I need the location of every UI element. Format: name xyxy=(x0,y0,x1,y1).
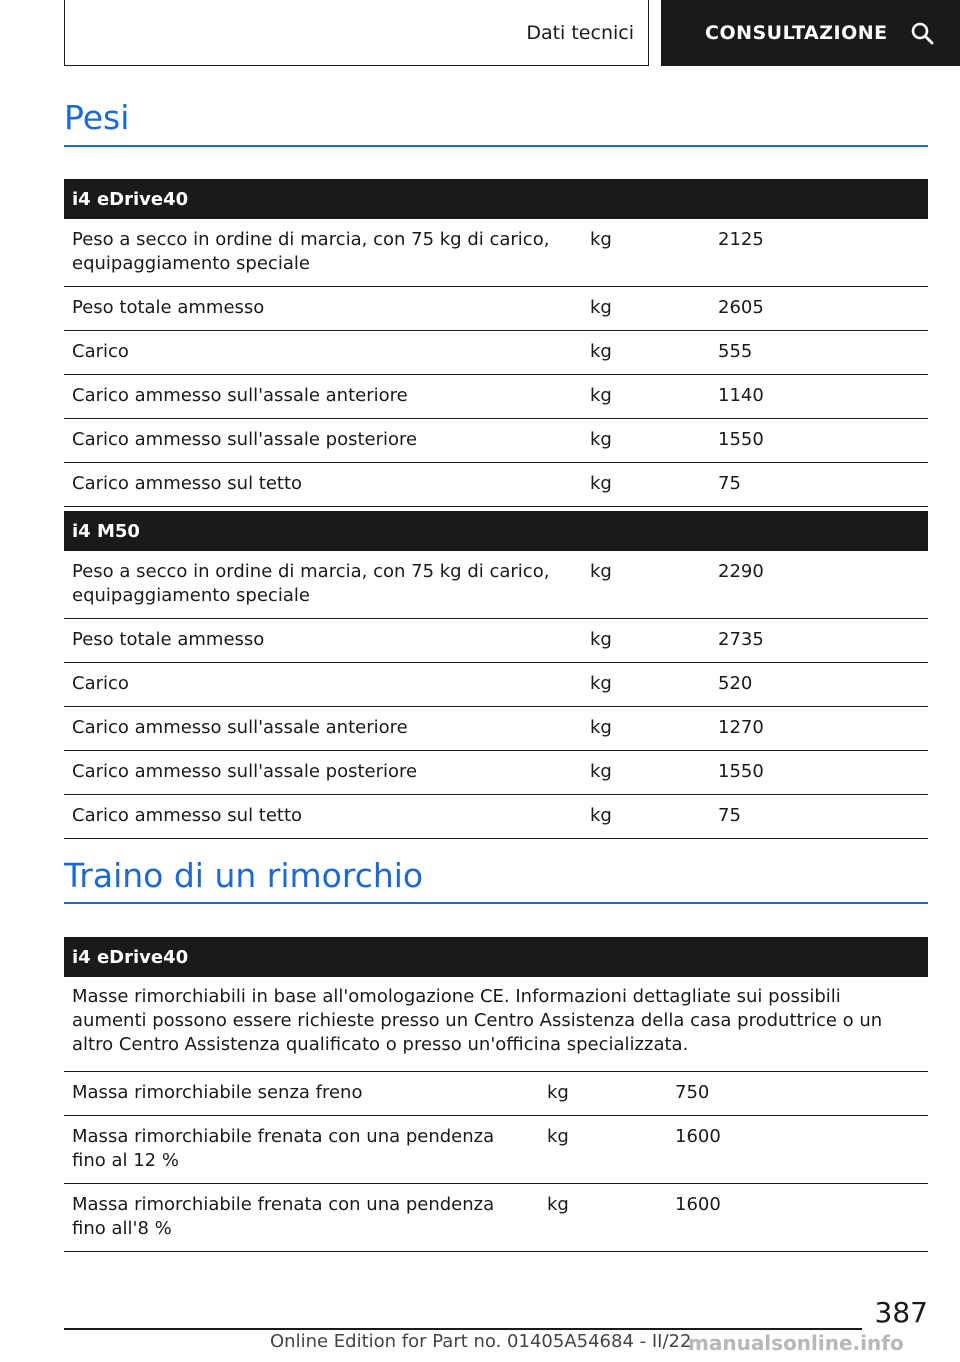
weights-table-edrive40 xyxy=(64,179,928,507)
section-rule-traino xyxy=(64,902,928,904)
table-row xyxy=(64,331,928,375)
search-icon xyxy=(910,21,934,45)
row-value: 2735 xyxy=(710,619,928,663)
watermark: manualsonline.info xyxy=(688,1331,904,1355)
row-label: Peso a secco in ordine di marcia, con 75 kg di carico, equipaggiamento speciale xyxy=(64,219,582,287)
table-row xyxy=(64,1072,928,1116)
section-title-pesi: Pesi xyxy=(64,98,130,137)
row-unit: kg xyxy=(582,707,710,751)
row-unit: kg xyxy=(582,619,710,663)
table-heading: i4 eDrive40 xyxy=(64,937,928,977)
row-label: Massa rimorchiabile frenata con una pendenza fino all'8 % xyxy=(64,1184,539,1252)
row-unit: kg xyxy=(582,551,710,619)
row-label: Peso a secco in ordine di marcia, con 75 kg di carico, equipaggiamento speciale xyxy=(64,551,582,619)
row-value: 750 xyxy=(667,1072,928,1116)
weights-table-m50 xyxy=(64,511,928,839)
row-unit: kg xyxy=(582,287,710,331)
row-unit: kg xyxy=(539,1072,667,1116)
row-label: Massa rimorchiabile senza freno xyxy=(64,1072,539,1116)
row-value: 555 xyxy=(710,331,928,375)
row-label: Massa rimorchiabile frenata con una pendenza fino al 12 % xyxy=(64,1116,539,1184)
row-label: Carico xyxy=(64,663,582,707)
row-label: Peso totale ammesso xyxy=(64,619,582,663)
page-number: 387 xyxy=(874,1296,928,1329)
footer-rule xyxy=(64,1328,862,1330)
row-label: Carico ammesso sull'assale posteriore xyxy=(64,751,582,795)
table-row xyxy=(64,551,928,619)
row-unit: kg xyxy=(582,219,710,287)
row-unit: kg xyxy=(582,463,710,507)
table-row xyxy=(64,219,928,287)
table-row xyxy=(64,619,928,663)
section-title-traino: Traino di un rimorchio xyxy=(64,856,424,895)
table-row xyxy=(64,1184,928,1252)
table-heading: i4 eDrive40 xyxy=(64,179,928,219)
row-value: 1600 xyxy=(667,1116,928,1184)
row-unit: kg xyxy=(539,1184,667,1252)
row-unit: kg xyxy=(582,375,710,419)
header-section-box xyxy=(64,0,649,66)
footer-edition: Online Edition for Part no. 01405A54684 - II/22 xyxy=(270,1331,692,1352)
row-unit: kg xyxy=(539,1116,667,1184)
section-rule-pesi xyxy=(64,145,928,147)
row-value: 75 xyxy=(710,795,928,839)
table-row xyxy=(64,375,928,419)
header-nav-label: CONSULTAZIONE xyxy=(705,22,888,44)
row-label: Carico ammesso sull'assale anteriore xyxy=(64,375,582,419)
row-label: Carico ammesso sull'assale anteriore xyxy=(64,707,582,751)
row-value: 2125 xyxy=(710,219,928,287)
header-nav-consultazione[interactable] xyxy=(661,0,960,66)
row-value: 520 xyxy=(710,663,928,707)
row-unit: kg xyxy=(582,663,710,707)
table-row xyxy=(64,751,928,795)
row-value: 2605 xyxy=(710,287,928,331)
row-label: Carico xyxy=(64,331,582,375)
table-row xyxy=(64,287,928,331)
header-section-label: Dati tecnici xyxy=(526,21,634,44)
table-row xyxy=(64,663,928,707)
table-row xyxy=(64,463,928,507)
row-unit: kg xyxy=(582,751,710,795)
row-value: 1550 xyxy=(710,419,928,463)
row-label: Peso totale ammesso xyxy=(64,287,582,331)
row-label: Carico ammesso sull'assale posteriore xyxy=(64,419,582,463)
row-value: 1600 xyxy=(667,1184,928,1252)
table-heading: i4 M50 xyxy=(64,511,928,551)
row-label: Carico ammesso sul tetto xyxy=(64,795,582,839)
row-value: 2290 xyxy=(710,551,928,619)
row-value: 75 xyxy=(710,463,928,507)
row-value: 1270 xyxy=(710,707,928,751)
table-row xyxy=(64,419,928,463)
towing-table-edrive40 xyxy=(64,937,928,1252)
table-row xyxy=(64,1116,928,1184)
row-unit: kg xyxy=(582,331,710,375)
row-value: 1550 xyxy=(710,751,928,795)
table-row xyxy=(64,795,928,839)
table-note-row xyxy=(64,977,928,1072)
towing-note: Masse rimorchiabili in base all'omologazione CE. Informazioni dettagliate sui possibili aumenti possono essere richieste presso un Centro Assistenza della casa produttrice o un altro Centro Assistenza qualificato o presso un'officina specializzata. xyxy=(64,977,928,1072)
table-row xyxy=(64,707,928,751)
row-label: Carico ammesso sul tetto xyxy=(64,463,582,507)
row-value: 1140 xyxy=(710,375,928,419)
row-unit: kg xyxy=(582,419,710,463)
row-unit: kg xyxy=(582,795,710,839)
